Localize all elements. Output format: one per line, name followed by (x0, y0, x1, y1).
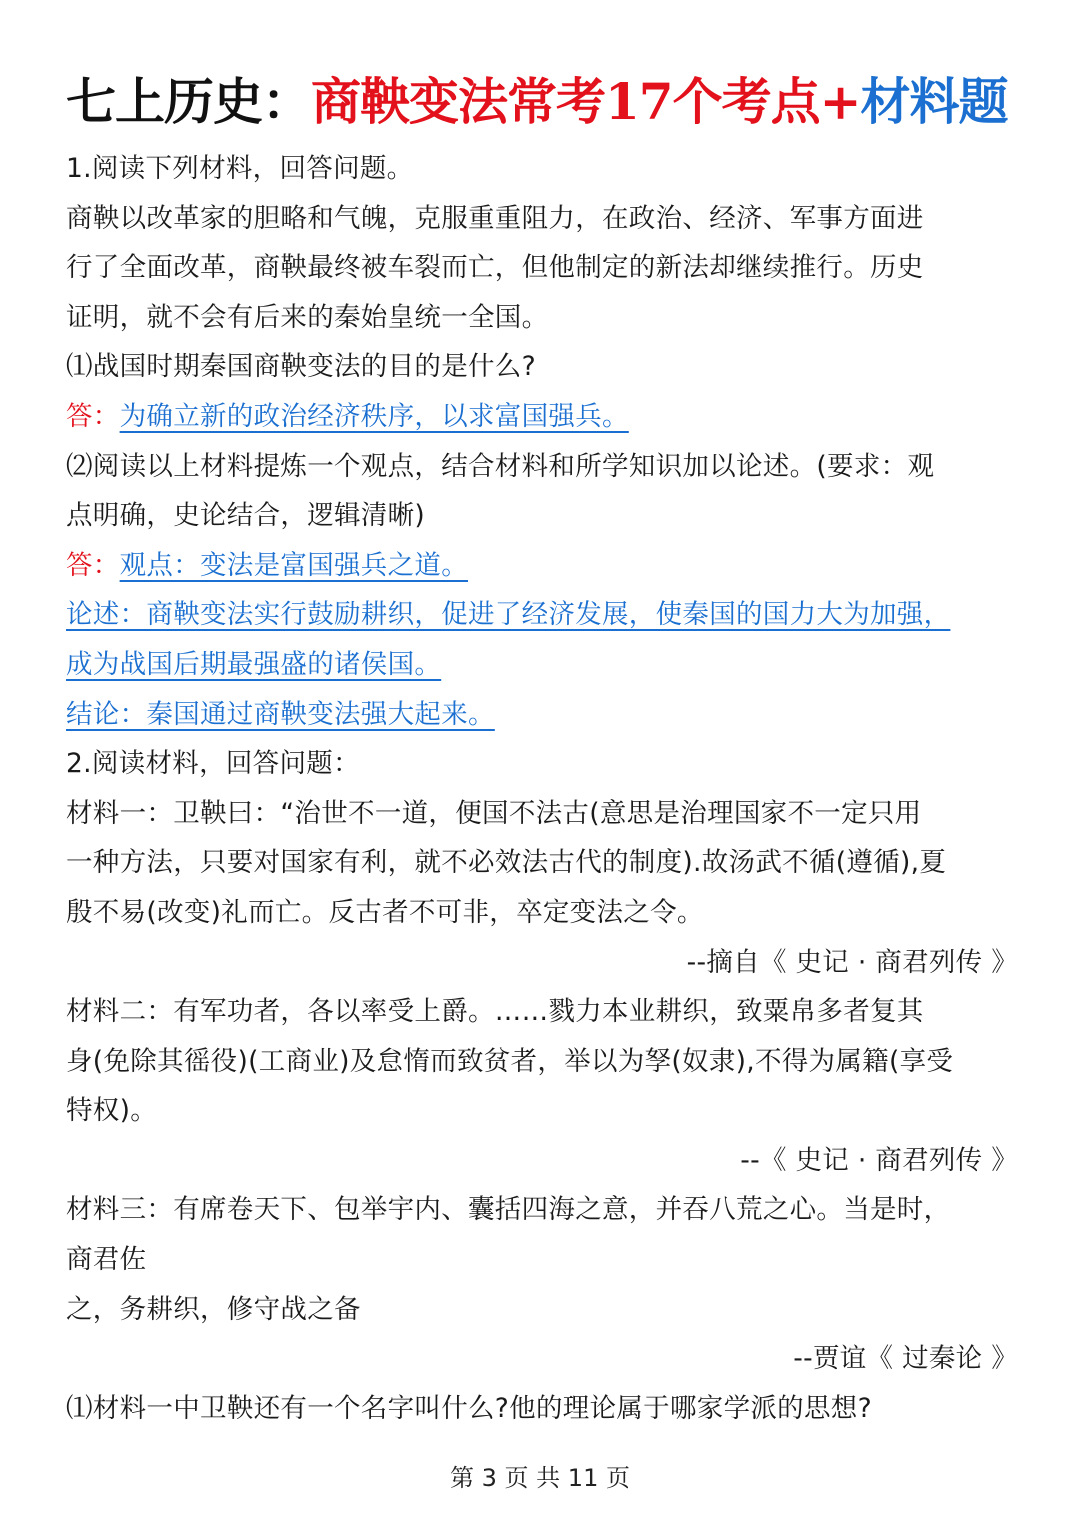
answer-conclusion-row (66, 690, 1018, 740)
material-two-source: --《 史记 · 商君列传 》 (740, 1144, 1018, 1176)
answer-label: 答： (66, 549, 120, 581)
q1-material-line: 商鞅以改革家的胆略和气魄，克服重重阻力，在政治、经济、军事方面进 (66, 202, 924, 234)
material-one-line: 殷不易(改变)礼而亡。反古者不可非，卒定变法之令。 (66, 896, 704, 928)
answer-argument: 成为战国后期最强盛的诸侯国。 (66, 648, 442, 680)
q1-sub1-answer-row (66, 392, 1018, 442)
page-number: 第 3 页 共 11 页 (450, 1464, 630, 1492)
q1-sub2-answer-row (66, 541, 1018, 591)
material-one-line: 一种方法，只要对国家有利，就不必效法古代的制度).故汤武不循(遵循),夏 (66, 847, 947, 879)
document-body (66, 144, 1018, 1433)
q1-sub1-question: ⑴战国时期秦国商鞅变法的目的是什么? (66, 351, 536, 383)
material-two-line: 材料二：有军功者，各以率受上爵。……戮力本业耕织，致粟帛多者复其 (66, 996, 924, 1028)
material-two-line: 特权)。 (66, 1095, 158, 1127)
answer-viewpoint: 观点：变法是富国强兵之道。 (119, 549, 469, 581)
title-subject: 七上历史： (66, 72, 311, 131)
title-category: 材料题 (860, 72, 1008, 131)
answer-argument-row (66, 640, 1018, 690)
material-two-line: 身(免除其徭役)(工商业)及怠惰而致贫者，举以为孥(奴隶),不得为属籍(享受 (66, 1045, 954, 1077)
material-one-line: 材料一：卫鞅曰：“治世不一道，便国不法古(意思是治理国家不一定只用 (66, 797, 922, 829)
q1-heading: 1.阅读下列材料，回答问题。 (66, 153, 414, 184)
q2-sub1-question: ⑴材料一中卫鞅还有一个名字叫什么?他的理论属于哪家学派的思想? (66, 1392, 872, 1424)
material-one-source: --摘自《 史记 · 商君列传 》 (686, 946, 1018, 978)
material-three-line: 商君佐 (66, 1244, 147, 1276)
material-three-line: 材料三：有席卷天下、包举宇内、囊括四海之意，并吞八荒之心。当是时， (66, 1194, 951, 1226)
answer-argument: 论述：商鞅变法实行鼓励耕织，促进了经济发展，使秦国的国力大为加强， (66, 599, 951, 631)
answer-argument-row (66, 590, 1018, 640)
title-topic: 商鞅变法常考17个考点+ (311, 72, 861, 131)
q1-sub2-question: 点明确，史论结合，逻辑清晰) (66, 500, 426, 532)
q1-sub2-question: ⑵阅读以上材料提炼一个观点，结合材料和所学知识加以论述。(要求：观 (66, 450, 935, 482)
q2-heading: 2.阅读材料，回答问题： (66, 748, 360, 780)
answer-conclusion: 结论：秦国通过商鞅变法强大起来。 (66, 698, 495, 730)
answer-text: 为确立新的政治经济秩序，以求富国强兵。 (119, 400, 629, 432)
q1-material-line: 证明，就不会有后来的秦始皇统一全国。 (66, 301, 549, 333)
material-three-source: --贾谊《 过秦论 》 (793, 1343, 1018, 1375)
material-three-line: 之，务耕织，修守战之备 (66, 1293, 361, 1325)
answer-label: 答： (66, 400, 120, 432)
q1-material-line: 行了全面改革，商鞅最终被车裂而亡，但他制定的新法却继续推行。历史 (66, 252, 924, 284)
page-title (66, 62, 1026, 142)
